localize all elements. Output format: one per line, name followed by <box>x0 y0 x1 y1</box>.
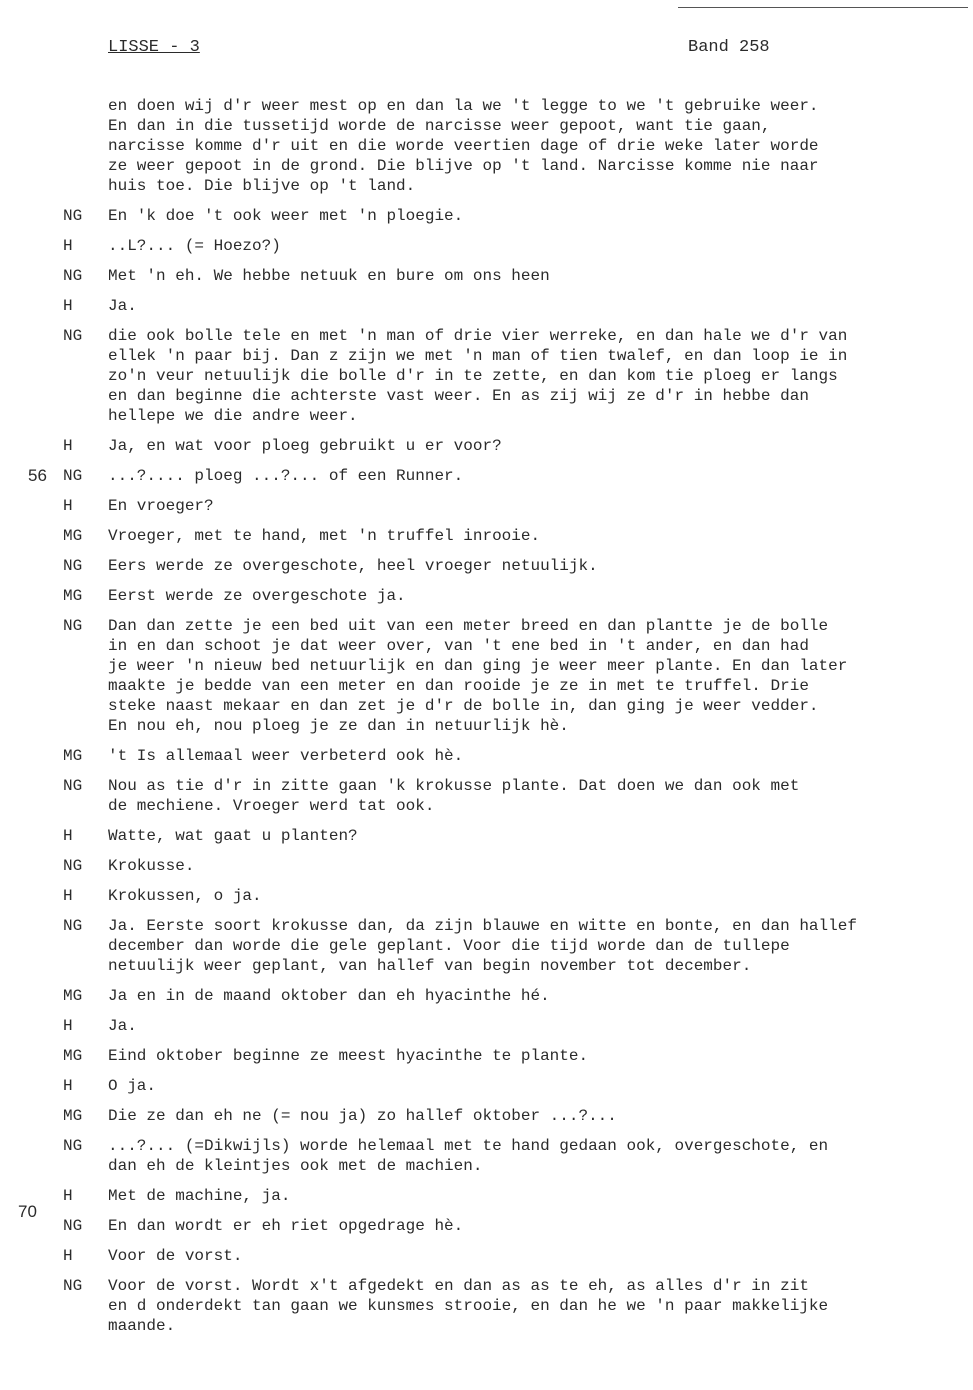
utterance-text: 't Is allemaal weer verbeterd ook hè. <box>108 747 464 765</box>
utterance-text: Voor de vorst. Wordt x't afgedekt en dan as as te eh, as alles d'r in zit en d onderdekt tan gaan we kunsmes strooie, en dan he we 'n paar makkelijke maande. <box>108 1277 829 1335</box>
dialogue-turn <box>0 616 973 736</box>
dialogue-turn <box>0 296 973 316</box>
speaker-label: NG <box>63 777 83 795</box>
page-header-band: Band 258 <box>688 38 770 57</box>
speaker-label: MG <box>63 987 83 1005</box>
utterance-text: Ja, en wat voor ploeg gebruikt u er voor? <box>108 437 502 455</box>
dialogue-turn <box>0 916 973 976</box>
utterance-text: En 'k doe 't ook weer met 'n ploegie. <box>108 207 464 225</box>
dialogue-turn <box>0 1136 973 1176</box>
dialogue-turn <box>0 856 973 876</box>
utterance-text: ...?... (=Dikwijls) worde helemaal met te hand gedaan ook, overgeschote, en dan eh de kleintjes ook met de machien. <box>108 1137 829 1175</box>
dialogue-turn <box>0 266 973 286</box>
utterance-text: Ja. <box>108 1017 137 1035</box>
speaker-label: H <box>63 297 73 315</box>
dialogue-turn <box>0 556 973 576</box>
utterance-text: Met de machine, ja. <box>108 1187 291 1205</box>
utterance-text: Krokusse. <box>108 857 195 875</box>
speaker-label: H <box>63 1017 73 1035</box>
dialogue-turn <box>0 886 973 906</box>
speaker-label: H <box>63 1247 73 1265</box>
speaker-label: NG <box>63 467 83 485</box>
dialogue-list <box>0 206 973 1336</box>
speaker-label: NG <box>63 1217 83 1235</box>
utterance-text: Ja en in de maand oktober dan eh hyacinthe hé. <box>108 987 550 1005</box>
utterance-text: die ook bolle tele en met 'n man of drie vier werreke, en dan hale we d'r van ellek 'n paar bij. Dan z zijn we met 'n man of tien twalef, en dan loop ie in zo'n veur netuulijk die bolle d'r in te zette, en dan kom tie ploeg er langs en dan beginne die achterste vast weer. En as zij wij ze d'r in hebbe dan hellepe we die andre weer. <box>108 327 848 425</box>
dialogue-turn <box>0 436 973 456</box>
speaker-label: NG <box>63 557 83 575</box>
utterance-text: Krokussen, o ja. <box>108 887 262 905</box>
utterance-text: ..L?... (= Hoezo?) <box>108 237 281 255</box>
utterance-text: Eind oktober beginne ze meest hyacinthe te plante. <box>108 1047 589 1065</box>
margin-number: 56 <box>28 466 47 485</box>
dialogue-turn <box>0 206 973 226</box>
utterance-text: Die ze dan eh ne (= nou ja) zo hallef oktober ...?... <box>108 1107 617 1125</box>
dialogue-turn <box>0 986 973 1006</box>
utterance-text: Voor de vorst. <box>108 1247 243 1265</box>
speaker-label: MG <box>63 1107 83 1125</box>
dialogue-turn <box>0 496 973 516</box>
dialogue-turn <box>0 826 973 846</box>
speaker-label: H <box>63 827 73 845</box>
transcript-body <box>0 96 973 1346</box>
speaker-label: MG <box>63 747 83 765</box>
speaker-label: NG <box>63 267 83 285</box>
speaker-label: NG <box>63 857 83 875</box>
dialogue-turn <box>0 1106 973 1126</box>
top-rule <box>678 7 968 8</box>
intro-paragraph: en doen wij d'r weer mest op en dan la we 't legge to we 't gebruike weer. En dan in die tussetijd worde de narcisse weer gepoot, want tie gaan, narcisse komme d'r uit en die worde veertien dage of drie weke later worde ze weer gepoot in de grond. Die blijve op 't land. Narcisse komme nie naar huis toe. Die blijve op 't land. <box>108 97 819 195</box>
dialogue-turn <box>0 526 973 546</box>
speaker-label: NG <box>63 1277 83 1295</box>
speaker-label: NG <box>63 327 83 345</box>
speaker-label: H <box>63 437 73 455</box>
dialogue-turn <box>0 1076 973 1096</box>
utterance-text: Dan dan zette je een bed uit van een meter breed en dan plantte je de bolle in en dan schoot je dat weer over, van 't ene bed in 't ander, en dan had je weer 'n nieuw bed netuurlijk en dan ging je weer meer plante. En dan later maakte je bedde van een meter en dan rooide je ze in met te truffel. Drie steke naast mekaar en dan zet je d'r de bolle in, dan ging je weer vedder. En nou eh, nou ploeg je ze dan in netuurlijk hè. <box>108 617 848 735</box>
speaker-label: H <box>63 237 73 255</box>
dialogue-turn <box>0 236 973 256</box>
dialogue-turn <box>0 1276 973 1336</box>
utterance-text: ...?.... ploeg ...?... of een Runner. <box>108 467 464 485</box>
speaker-label: MG <box>63 587 83 605</box>
speaker-label: MG <box>63 527 83 545</box>
utterance-text: Met 'n eh. We hebbe netuuk en bure om ons heen <box>108 267 550 285</box>
dialogue-turn <box>0 1046 973 1066</box>
utterance-text: O ja. <box>108 1077 157 1095</box>
dialogue-turn <box>0 1246 973 1266</box>
dialogue-turn <box>0 1202 973 1236</box>
speaker-label: NG <box>63 207 83 225</box>
dialogue-turn <box>0 1186 973 1206</box>
speaker-label: MG <box>63 1047 83 1065</box>
dialogue-turn <box>0 776 973 816</box>
dialogue-turn <box>0 586 973 606</box>
margin-number: 70 <box>18 1202 37 1221</box>
page-header-title: LISSE - 3 <box>108 38 200 57</box>
speaker-label: H <box>63 1187 73 1205</box>
dialogue-turn <box>0 466 973 486</box>
speaker-label: H <box>63 1077 73 1095</box>
dialogue-turn <box>0 1016 973 1036</box>
utterance-text: Nou as tie d'r in zitte gaan 'k krokusse plante. Dat doen we dan ook met de mechiene. Vroeger werd tat ook. <box>108 777 800 815</box>
utterance-text: En dan wordt er eh riet opgedrage hè. <box>108 1217 464 1235</box>
utterance-text: Ja. <box>108 297 137 315</box>
utterance-text: Vroeger, met te hand, met 'n truffel inrooie. <box>108 527 541 545</box>
utterance-text: Eers werde ze overgeschote, heel vroeger netuulijk. <box>108 557 598 575</box>
utterance-text: Eerst werde ze overgeschote ja. <box>108 587 406 605</box>
speaker-label: NG <box>63 917 83 935</box>
utterance-text: Ja. Eerste soort krokusse dan, da zijn blauwe en witte en bonte, en dan hallef december dan worde die gele geplant. Voor die tijd worde dan de tullepe netuulijk weer geplant, van hallef van begin november tot december. <box>108 917 857 975</box>
speaker-label: NG <box>63 1137 83 1155</box>
utterance-text: En vroeger? <box>108 497 214 515</box>
dialogue-turn <box>0 746 973 766</box>
speaker-label: H <box>63 497 73 515</box>
speaker-label: NG <box>63 617 83 635</box>
dialogue-turn <box>0 326 973 426</box>
utterance-text: Watte, wat gaat u planten? <box>108 827 358 845</box>
speaker-label: H <box>63 887 73 905</box>
